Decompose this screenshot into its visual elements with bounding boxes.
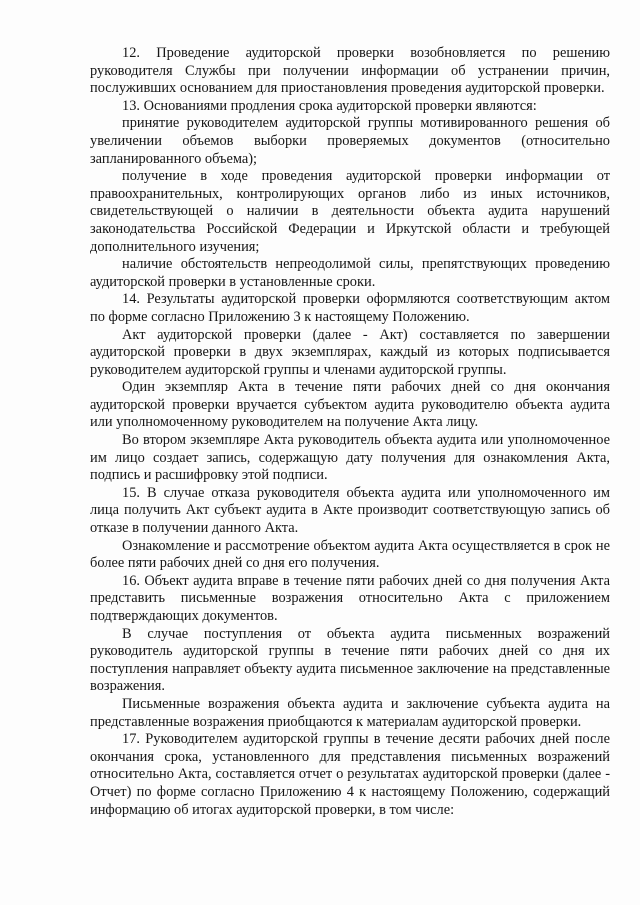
paragraph-12: 12. Проведение аудиторской проверки возобновляется по решению руководителя Службы при получении информации об устранении причин, послуживших основанием для приостановления проведения аудиторской проверки. <box>90 45 610 97</box>
paragraph-13: 13. Основаниями продления срока аудиторской проверки являются: <box>122 97 537 114</box>
document-body <box>90 45 610 819</box>
paragraph-16: 16. Объект аудита вправе в течение пяти рабочих дней со дня получения Акта представить письменные возражения относительно Акта с приложением подтверждающих документов. <box>90 572 610 624</box>
paragraph-13-item-1: принятие руководителем аудиторской группы мотивированного решения об увеличении объемов выборки проверяемых документов (относительно запланированного объема); <box>90 115 610 167</box>
paragraph-16-attach: Письменные возражения объекта аудита и заключение субъекта аудита на представленные возражения приобщаются к материалам аудиторской проверки. <box>90 695 610 730</box>
paragraph-16-objections: В случае поступления от объекта аудита письменных возражений руководитель аудиторской группы в течение пяти рабочих дней со дня их поступления направляет объекту аудита письменное заключение на представленные возражения. <box>90 625 610 695</box>
paragraph-15-review: Ознакомление и рассмотрение объектом аудита Акта осуществляется в срок не более пяти рабочих дней со дня его получения. <box>90 537 610 572</box>
paragraph-13-item-2: получение в ходе проведения аудиторской проверки информации от правоохранительных, контролирующих органов либо из иных источников, свидетельствующей о наличии в деятельности объекта аудита нарушений законодательства Российской Федерации и Иркутской области и требующей дополнительного изучения; <box>90 168 610 255</box>
paragraph-14-copy-two: Во втором экземпляре Акта руководитель объекта аудита или уполномоченное им лицо создает запись, содержащую дату получения для ознакомления Акта, подпись и расшифровку этой подписи. <box>90 432 610 484</box>
paragraph-14: 14. Результаты аудиторской проверки оформляются соответствующим актом по форме согласно Приложению 3 к настоящему Положению. <box>90 291 610 325</box>
paragraph-14-copy-one: Один экземпляр Акта в течение пяти рабочих дней со дня окончания аудиторской проверки вручается субъектом аудита руководителю объекта аудита или уполномоченному руководителем на получение Акта лицу. <box>90 379 610 431</box>
paragraph-13-item-3: наличие обстоятельств непреодолимой силы, препятствующих проведению аудиторской проверки в установленные сроки. <box>90 256 610 290</box>
paragraph-15: 15. В случае отказа руководителя объекта аудита или уполномоченного им лица получить Акт субъект аудита в Акте производит соответствующую запись об отказе в получении данного Акта. <box>90 484 610 537</box>
paragraph-14-act: Акт аудиторской проверки (далее - Акт) составляется по завершении аудиторской проверки в двух экземплярах, каждый из которых подписывается руководителем аудиторской группы и членами аудиторской группы. <box>90 326 610 378</box>
paragraph-17: 17. Руководителем аудиторской группы в течение десяти рабочих дней после окончания срока, установленного для представления письменных возражений относительно Акта, составляется отчет о результатах аудиторской проверки (далее - Отчет) по форме согласно Приложению 4 к настоящему Положению, содержащий информацию об итогах аудиторской проверки, в том числе: <box>90 731 610 818</box>
